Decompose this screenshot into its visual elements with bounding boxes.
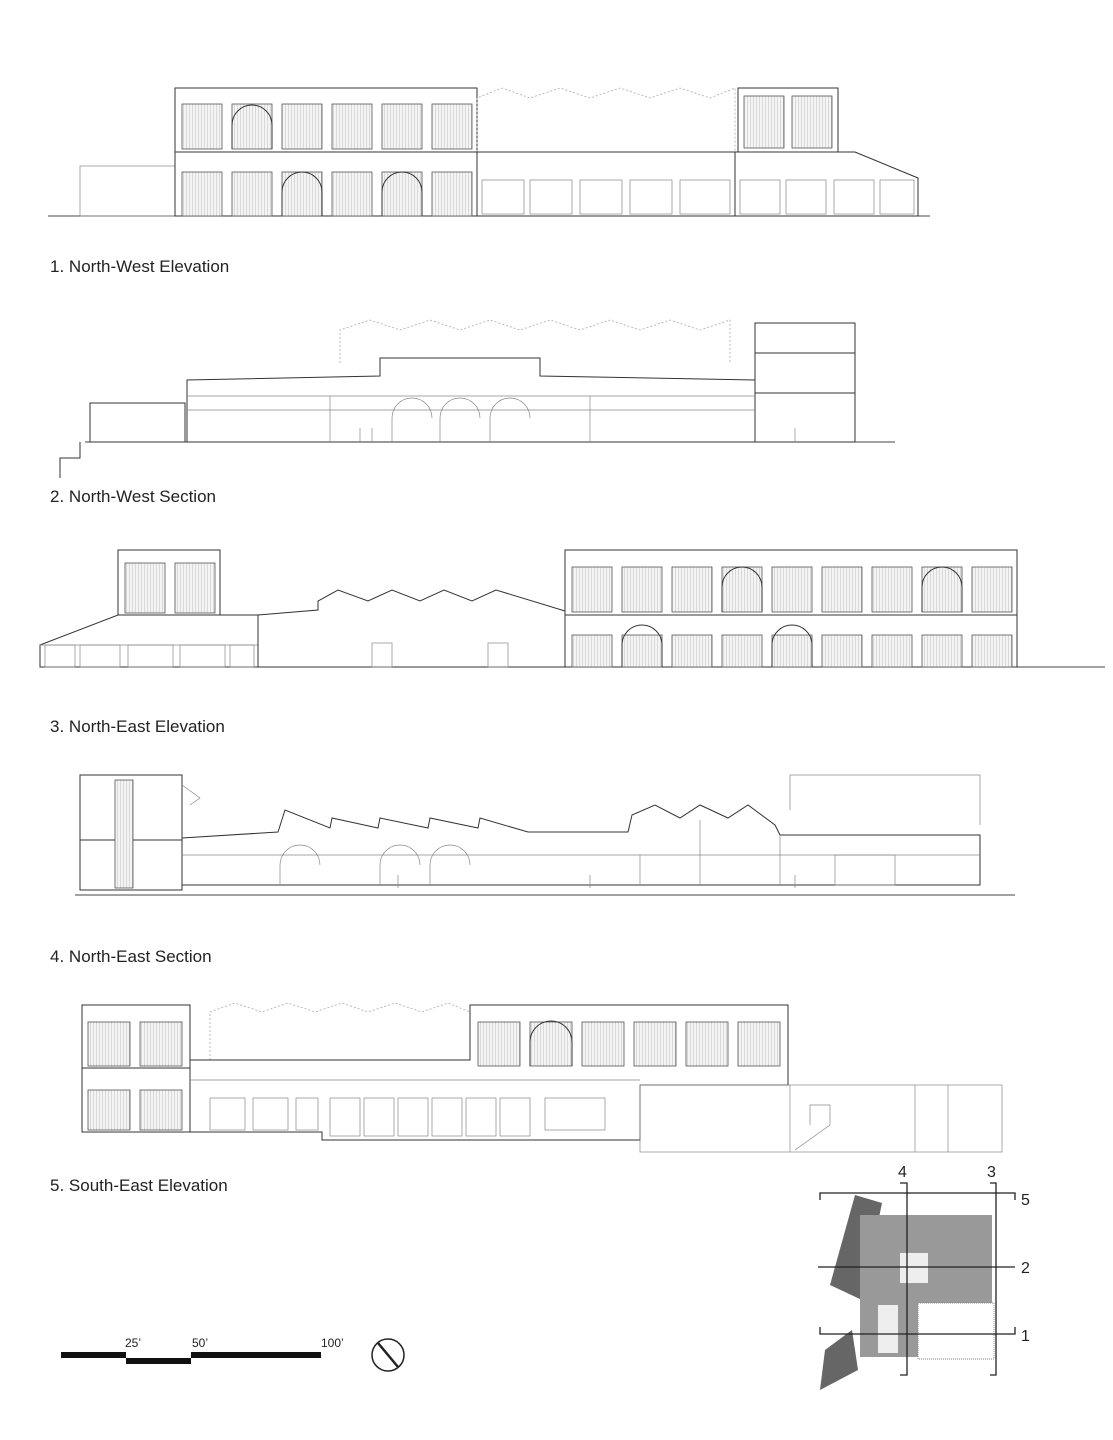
north-west-elevation-svg bbox=[0, 80, 1113, 225]
south-east-elevation-svg bbox=[0, 1000, 1113, 1160]
north-east-elevation-svg bbox=[0, 545, 1113, 675]
scale-label-50: 50’ bbox=[192, 1336, 209, 1350]
drawing-caption-5: 5. South-East Elevation bbox=[50, 1176, 228, 1195]
key-plan bbox=[810, 1155, 1050, 1440]
scale-label-25: 25’ bbox=[125, 1336, 142, 1350]
north-west-elevation-drawing bbox=[0, 80, 1113, 225]
north-east-section-drawing bbox=[0, 770, 1113, 910]
scale-bar bbox=[55, 1325, 355, 1375]
north-west-section-drawing bbox=[0, 318, 1113, 478]
drawing-caption-2: 2. North-West Section bbox=[50, 487, 216, 506]
key-label-2: 2 bbox=[1021, 1260, 1030, 1277]
south-east-elevation-drawing bbox=[0, 1000, 1113, 1160]
north-arrow-icon bbox=[368, 1335, 412, 1379]
north-east-section-svg bbox=[0, 770, 1113, 910]
drawing-caption-4: 4. North-East Section bbox=[50, 947, 212, 966]
north-east-elevation-drawing bbox=[0, 545, 1113, 675]
north-west-section-svg bbox=[0, 318, 1113, 478]
drawing-caption-1: 1. North-West Elevation bbox=[50, 257, 230, 276]
key-label-3: 3 bbox=[987, 1164, 996, 1181]
key-label-1: 1 bbox=[1021, 1328, 1030, 1345]
key-label-5: 5 bbox=[1021, 1192, 1030, 1209]
scale-label-100: 100’ bbox=[321, 1336, 344, 1350]
key-label-4: 4 bbox=[898, 1164, 907, 1181]
drawing-caption-3: 3. North-East Elevation bbox=[50, 717, 225, 736]
